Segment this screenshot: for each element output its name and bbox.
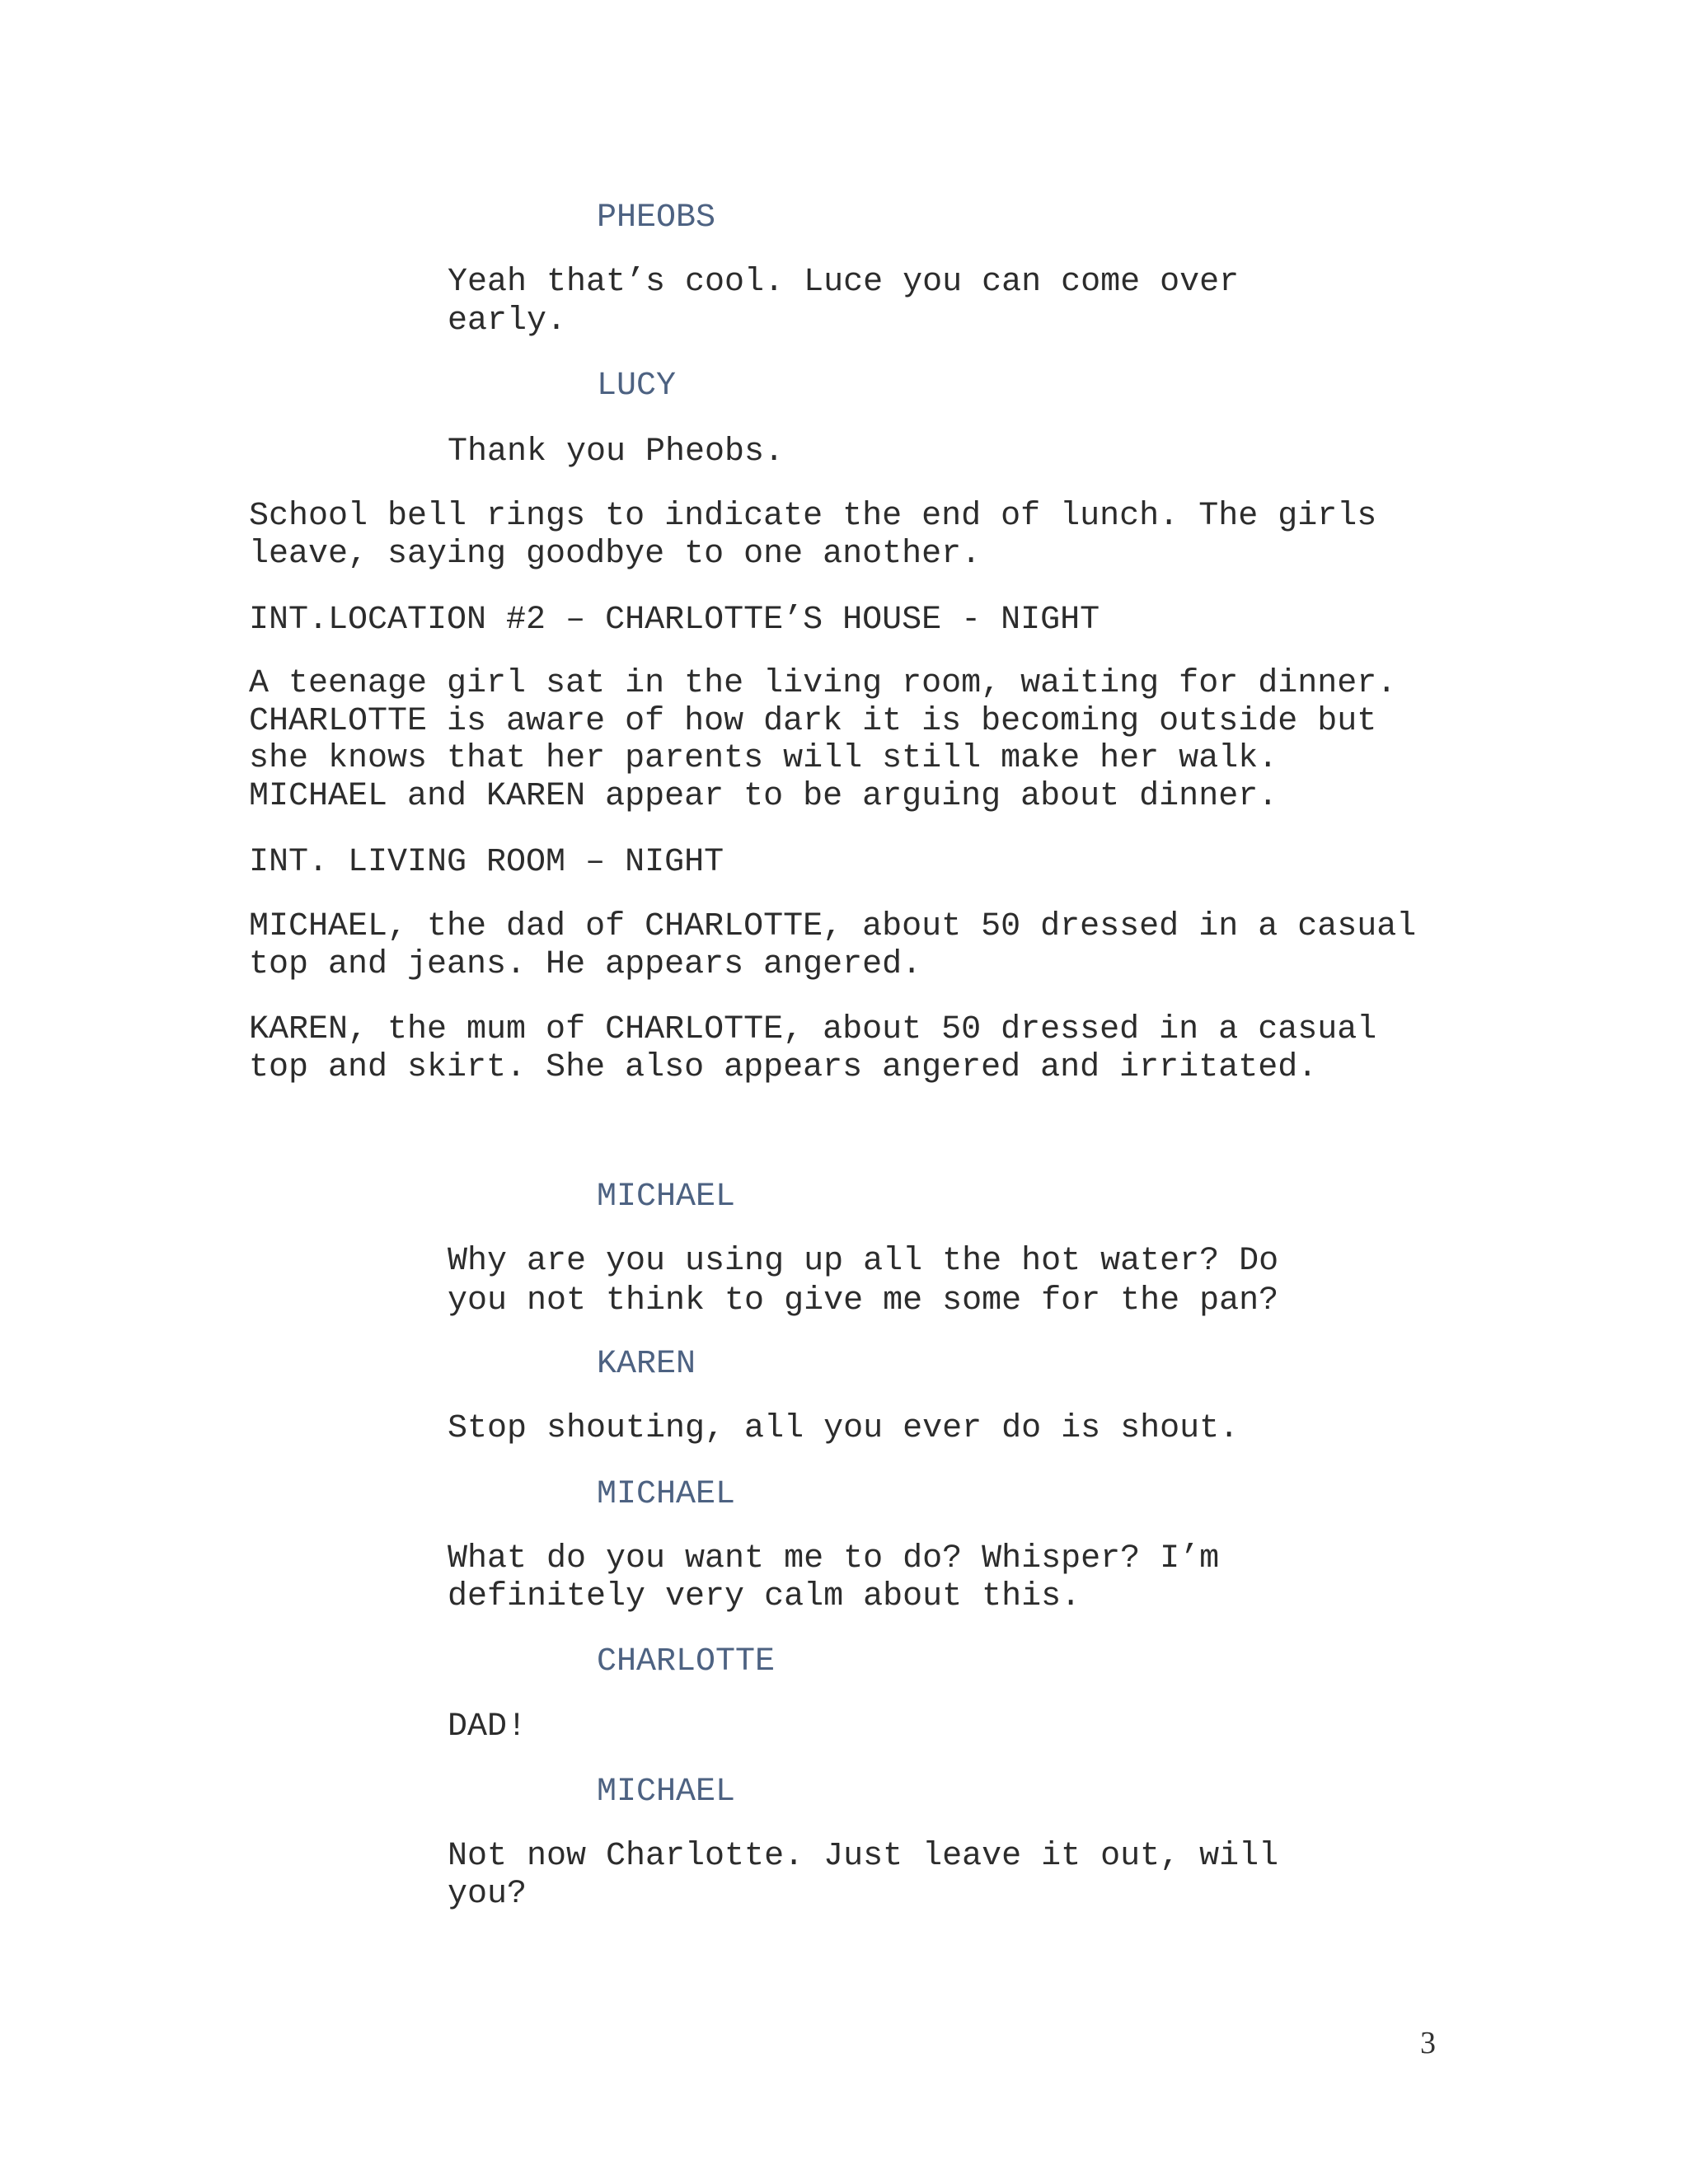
action-line: CHARLOTTE is aware of how dark it is becoming outside but bbox=[249, 703, 1377, 740]
character-name: CHARLOTTE bbox=[597, 1643, 776, 1680]
dialogue-line: Not now Charlotte. Just leave it out, will bbox=[448, 1838, 1279, 1875]
dialogue-line: you? bbox=[448, 1876, 528, 1913]
dialogue-line: you not think to give me some for the pan? bbox=[448, 1282, 1279, 1319]
dialogue-line: definitely very calm about this. bbox=[448, 1578, 1081, 1615]
page-number: 3 bbox=[1420, 2026, 1436, 2060]
action-line: leave, saying goodbye to one another. bbox=[249, 536, 982, 573]
action-line: she knows that her parents will still make her walk. bbox=[249, 740, 1278, 777]
character-name: LUCY bbox=[597, 368, 677, 405]
character-name: PHEOBS bbox=[597, 199, 716, 237]
action-line: MICHAEL and KAREN appear to be arguing about dinner. bbox=[249, 778, 1278, 815]
action-line: top and jeans. He appears angered. bbox=[249, 946, 922, 983]
dialogue-line: early. bbox=[448, 302, 567, 340]
character-name: MICHAEL bbox=[597, 1179, 736, 1216]
character-name: MICHAEL bbox=[597, 1774, 736, 1811]
dialogue-line: Stop shouting, all you ever do is shout. bbox=[448, 1410, 1240, 1447]
character-name: MICHAEL bbox=[597, 1476, 736, 1513]
scene-heading: INT.LOCATION #2 – CHARLOTTE’S HOUSE - NIGHT bbox=[249, 602, 1100, 639]
dialogue-line: Why are you using up all the hot water? Do bbox=[448, 1243, 1279, 1280]
dialogue-line: DAD! bbox=[448, 1708, 528, 1746]
action-line: top and skirt. She also appears angered and irritated. bbox=[249, 1049, 1318, 1086]
character-name: KAREN bbox=[597, 1346, 696, 1383]
action-line: A teenage girl sat in the living room, waiting for dinner. bbox=[249, 665, 1397, 702]
action-line: School bell rings to indicate the end of lunch. The girls bbox=[249, 498, 1377, 535]
dialogue-line: What do you want me to do? Whisper? I’m bbox=[448, 1540, 1220, 1577]
dialogue-line: Yeah that’s cool. Luce you can come over bbox=[448, 264, 1240, 301]
dialogue-line: Thank you Pheobs. bbox=[448, 434, 785, 471]
scene-heading: INT. LIVING ROOM – NIGHT bbox=[249, 844, 724, 881]
action-line: KAREN, the mum of CHARLOTTE, about 50 dressed in a casual bbox=[249, 1011, 1377, 1048]
action-line: MICHAEL, the dad of CHARLOTTE, about 50 dressed in a casual bbox=[249, 908, 1417, 945]
